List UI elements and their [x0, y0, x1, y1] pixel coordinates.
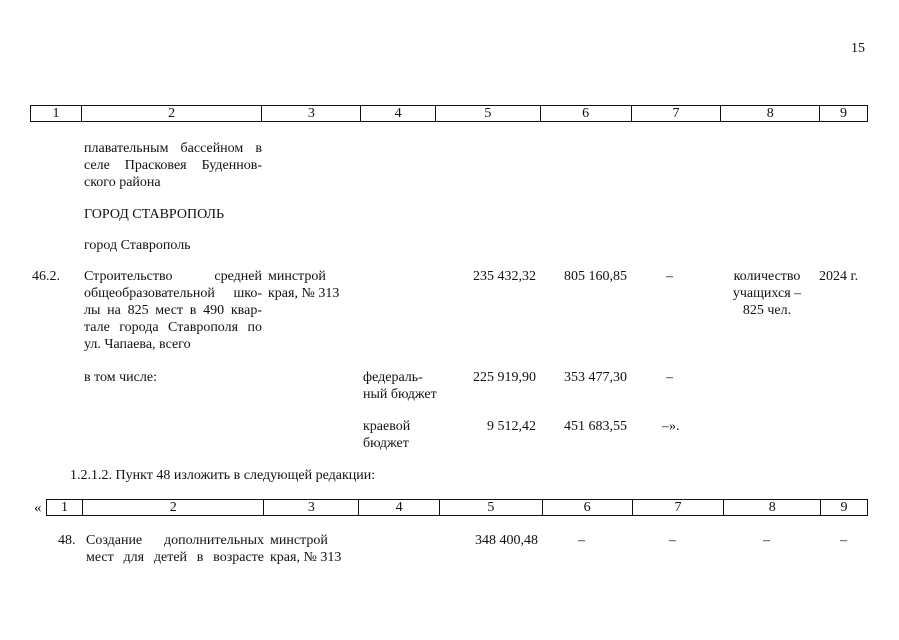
- customer-line: минстрой: [268, 269, 326, 284]
- header-col-1: 1: [31, 106, 82, 121]
- row-number: 46.2.: [32, 269, 60, 284]
- row-number: 48.: [58, 533, 76, 548]
- federal-col7-value: –: [666, 370, 673, 385]
- city-heading: ГОРОД СТАВРОПОЛЬ: [84, 207, 225, 222]
- row-name-line: Строительство средней: [84, 269, 262, 284]
- customer-line: края, № 313: [270, 550, 342, 565]
- customer-line: минстрой: [270, 533, 328, 548]
- header-col-5: 5: [436, 106, 541, 121]
- header-col-4: 4: [359, 500, 440, 515]
- continuation-line: селе Прасковея Буденнов-: [84, 158, 262, 173]
- row-col6-value: 805 160,85: [564, 269, 627, 284]
- header-col-1: 1: [47, 500, 83, 515]
- clause-text: 1.2.1.2. Пункт 48 изложить в следующей редакции:: [70, 468, 376, 483]
- customer-line: края, № 313: [268, 286, 340, 301]
- table-header-row: [46, 499, 868, 516]
- regional-col5-value: 9 512,42: [487, 419, 536, 434]
- row-name: [86, 532, 264, 566]
- row-name-line: общеобразовательной шко-: [84, 286, 262, 301]
- header-col-2: 2: [83, 500, 265, 515]
- row-col9-value: 2024 г.: [819, 269, 859, 284]
- row-name-line: тале города Ставрополя по: [84, 320, 262, 335]
- continuation-line: плавательным бассейном в: [84, 141, 262, 156]
- regional-col6-value: 451 683,55: [564, 419, 627, 434]
- continuation-line: ского района: [84, 175, 161, 190]
- header-col-7: 7: [632, 106, 722, 121]
- row-col7-value: –: [666, 269, 673, 284]
- city-subheading: город Ставрополь: [84, 238, 191, 253]
- row-col5-value: 348 400,48: [475, 533, 538, 548]
- page-number: 15: [851, 41, 865, 56]
- header-col-3: 3: [264, 500, 359, 515]
- col8-line: количество: [733, 269, 801, 284]
- row-col9-value: –: [840, 533, 847, 548]
- row-name-line: ул. Чапаева, всего: [84, 337, 191, 352]
- row-col8-value: [720, 268, 814, 319]
- federal-line: ный бюджет: [363, 387, 437, 402]
- header-col-4: 4: [361, 106, 436, 121]
- header-col-9: 9: [840, 500, 848, 515]
- row-col7-value: –: [669, 533, 676, 548]
- row-name-line: лы на 825 мест в 490 квар-: [84, 303, 262, 318]
- federal-col5-value: 225 919,90: [473, 370, 536, 385]
- regional-line: бюджет: [363, 436, 409, 451]
- continuation-text: [84, 140, 262, 191]
- federal-budget-label: [363, 369, 437, 403]
- row-col8-value: –: [763, 533, 770, 548]
- opening-quote: «: [34, 500, 42, 516]
- row-name-line: Создание дополнительных: [86, 533, 264, 548]
- row-col5-value: 235 432,32: [473, 269, 536, 284]
- in-total-label: в том числе:: [84, 370, 157, 385]
- regional-line: краевой: [363, 419, 411, 434]
- header-col-6: 6: [543, 500, 633, 515]
- header-col-9: 9: [840, 106, 848, 121]
- federal-line: федераль-: [363, 370, 423, 385]
- col8-line: 825 чел.: [742, 303, 792, 318]
- header-col-5: 5: [440, 500, 543, 515]
- header-col-8: 8: [724, 500, 821, 515]
- header-col-6: 6: [541, 106, 632, 121]
- row-col6-value: –: [578, 533, 585, 548]
- row-customer: [270, 532, 341, 566]
- header-col-3: 3: [262, 106, 361, 121]
- row-customer: [268, 268, 339, 302]
- regional-col7-value: –».: [662, 419, 680, 434]
- col8-line: учащихся –: [732, 286, 802, 301]
- row-name-line: мест для детей в возрасте: [86, 550, 264, 565]
- federal-col6-value: 353 477,30: [564, 370, 627, 385]
- regional-budget-label: [363, 418, 410, 452]
- row-name: [84, 268, 262, 353]
- table-header-row: [30, 105, 868, 122]
- header-col-7: 7: [633, 500, 725, 515]
- header-col-8: 8: [721, 106, 820, 121]
- header-col-2: 2: [82, 106, 263, 121]
